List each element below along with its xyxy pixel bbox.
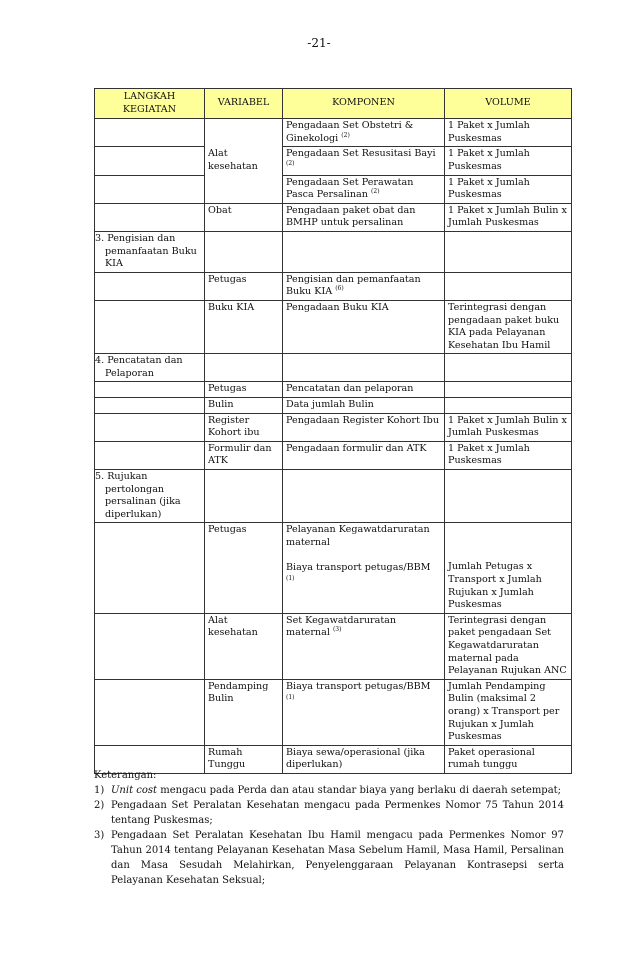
volume-cell: 1 Paket x Jumlah Bulin x Jumlah Puskesmas (445, 203, 572, 231)
table-row (95, 272, 572, 300)
volume-cell (445, 272, 572, 300)
table-row (95, 413, 572, 441)
page-number: -21- (307, 36, 331, 50)
komponen-cell: Pengadaan Buku KIA (283, 300, 445, 353)
komponen-cell: Pengadaan Register Kohort Ibu (283, 413, 445, 441)
note-item: 2) Pengadaan Set Peralatan Kesehatan mengacu pada Permenkes Nomor 75 Tahun 2014 tentang Puskesmas; (94, 800, 564, 826)
komponen-cell: Pengadaan Set Resusitasi Bayi $^{(2)}$ (283, 147, 445, 175)
komponen-cell: Pengadaan formulir dan ATK (283, 441, 445, 469)
table-header-row (95, 89, 572, 119)
komponen-cell: Biaya sewa/operasional (jika diperlukan) (283, 745, 445, 773)
komponen-cell: Data jumlah Bulin (283, 398, 445, 414)
volume-cell: Terintegrasi dengan pengadaan paket buku KIA pada Pelayanan Kesehatan Ibu Hamil (445, 300, 572, 353)
komponen-cell: Pelayanan Kegawatdaruratan maternal Biaya transport petugas/BBM (1) (283, 523, 445, 613)
variabel-cell: Buku KIA (205, 300, 283, 353)
volume-cell: Jumlah Pendamping Bulin (maksimal 2 orang) x Transport per Rujukan x Jumlah Puskesmas (445, 679, 572, 745)
volume-cell (445, 398, 572, 414)
header-komponen: KOMPONEN (283, 89, 445, 119)
table-row (95, 300, 572, 353)
komponen-cell: Pencatatan dan pelaporan (283, 382, 445, 398)
volume-cell: 1 Paket x Jumlah Puskesmas (445, 441, 572, 469)
variabel-cell: Bulin (205, 398, 283, 414)
variabel-cell: Alat kesehatan (205, 119, 283, 204)
volume-cell: 1 Paket x Jumlah Puskesmas (445, 175, 572, 203)
table-row (95, 231, 572, 272)
header-variabel: VARIABEL (205, 89, 283, 119)
activity-table (94, 88, 572, 774)
table-row (95, 175, 572, 203)
komponen-cell: Pengadaan Set Obstetri & Ginekologi $^{(2)}$ (283, 119, 445, 147)
note-item: 1) Unit cost mengacu pada Perda dan atau standar biaya yang berlaku di daerah setempat; (94, 785, 562, 796)
langkah-cell (95, 203, 205, 231)
volume-cell: Paket operasional rumah tunggu (445, 745, 572, 773)
langkah-cell (95, 175, 205, 203)
table-row (95, 613, 572, 679)
note-item: 3) Pengadaan Set Peralatan Kesehatan Ibu Hamil mengacu pada Permenkes Nomor 97 Tahun 2014 tentang Pelayanan Kesehatan Masa Sebelum Hamil, Masa Hamil, Persalinan dan Masa Sesudah Melahirkan, Penyelenggaraan Pelayanan Kontrasepsi serta Pelayanan Kesehatan Seksual; (94, 830, 564, 886)
volume-cell: Terintegrasi dengan paket pengadaan Set Kegawatdaruratan maternal pada Pelayanan Rujukan ANC (445, 613, 572, 679)
header-volume: VOLUME (445, 89, 572, 119)
table-row (95, 679, 572, 745)
langkah-step-3: 3. Pengisian dan pemanfaatan Buku KIA (95, 231, 205, 272)
notes-title: Keterangan: (94, 770, 157, 781)
table-row (95, 203, 572, 231)
table-row (95, 147, 572, 175)
komponen-cell: Pengisian dan pemanfaatan Buku KIA $^{(6)}$ (283, 272, 445, 300)
komponen-cell: Biaya transport petugas/BBM (1) (283, 679, 445, 745)
komponen-cell: Pengadaan paket obat dan BMHP untuk persalinan (283, 203, 445, 231)
table-row (95, 523, 572, 613)
table-row (95, 382, 572, 398)
variabel-cell: Obat (205, 203, 283, 231)
variabel-cell: Alat kesehatan (205, 613, 283, 679)
variabel-cell: Rumah Tunggu (205, 745, 283, 773)
volume-cell: 1 Paket x Jumlah Bulin x Jumlah Puskesmas (445, 413, 572, 441)
table-row (95, 441, 572, 469)
table-row (95, 354, 572, 382)
volume-cell: 1 Paket x Jumlah Puskesmas (445, 119, 572, 147)
table-row (95, 470, 572, 523)
variabel-cell: Pendamping Bulin (205, 679, 283, 745)
table-row (95, 398, 572, 414)
variabel-cell: Register Kohort ibu (205, 413, 283, 441)
komponen-cell: Set Kegawatdaruratan maternal $^{(3)}$ (283, 613, 445, 679)
header-langkah: LANGKAH KEGIATAN (95, 89, 205, 119)
variabel-cell: Petugas (205, 382, 283, 398)
variabel-cell: Petugas (205, 523, 283, 613)
langkah-cell (95, 119, 205, 147)
volume-cell (445, 382, 572, 398)
langkah-step-5: 5. Rujukan pertolongan persalinan (jika diperlukan) (95, 470, 205, 523)
volume-cell: 1 Paket x Jumlah Puskesmas (445, 147, 572, 175)
notes-section (94, 768, 564, 888)
table-row (95, 119, 572, 147)
volume-cell: Jumlah Petugas x Transport x Jumlah Rujukan x Jumlah Puskesmas (445, 523, 572, 613)
variabel-cell: Petugas (205, 272, 283, 300)
komponen-cell: Pengadaan Set Perawatan Pasca Persalinan $^{(2)}$ (283, 175, 445, 203)
langkah-cell (95, 147, 205, 175)
langkah-step-4: 4. Pencatatan dan Pelaporan (95, 354, 205, 382)
variabel-cell: Formulir dan ATK (205, 441, 283, 469)
